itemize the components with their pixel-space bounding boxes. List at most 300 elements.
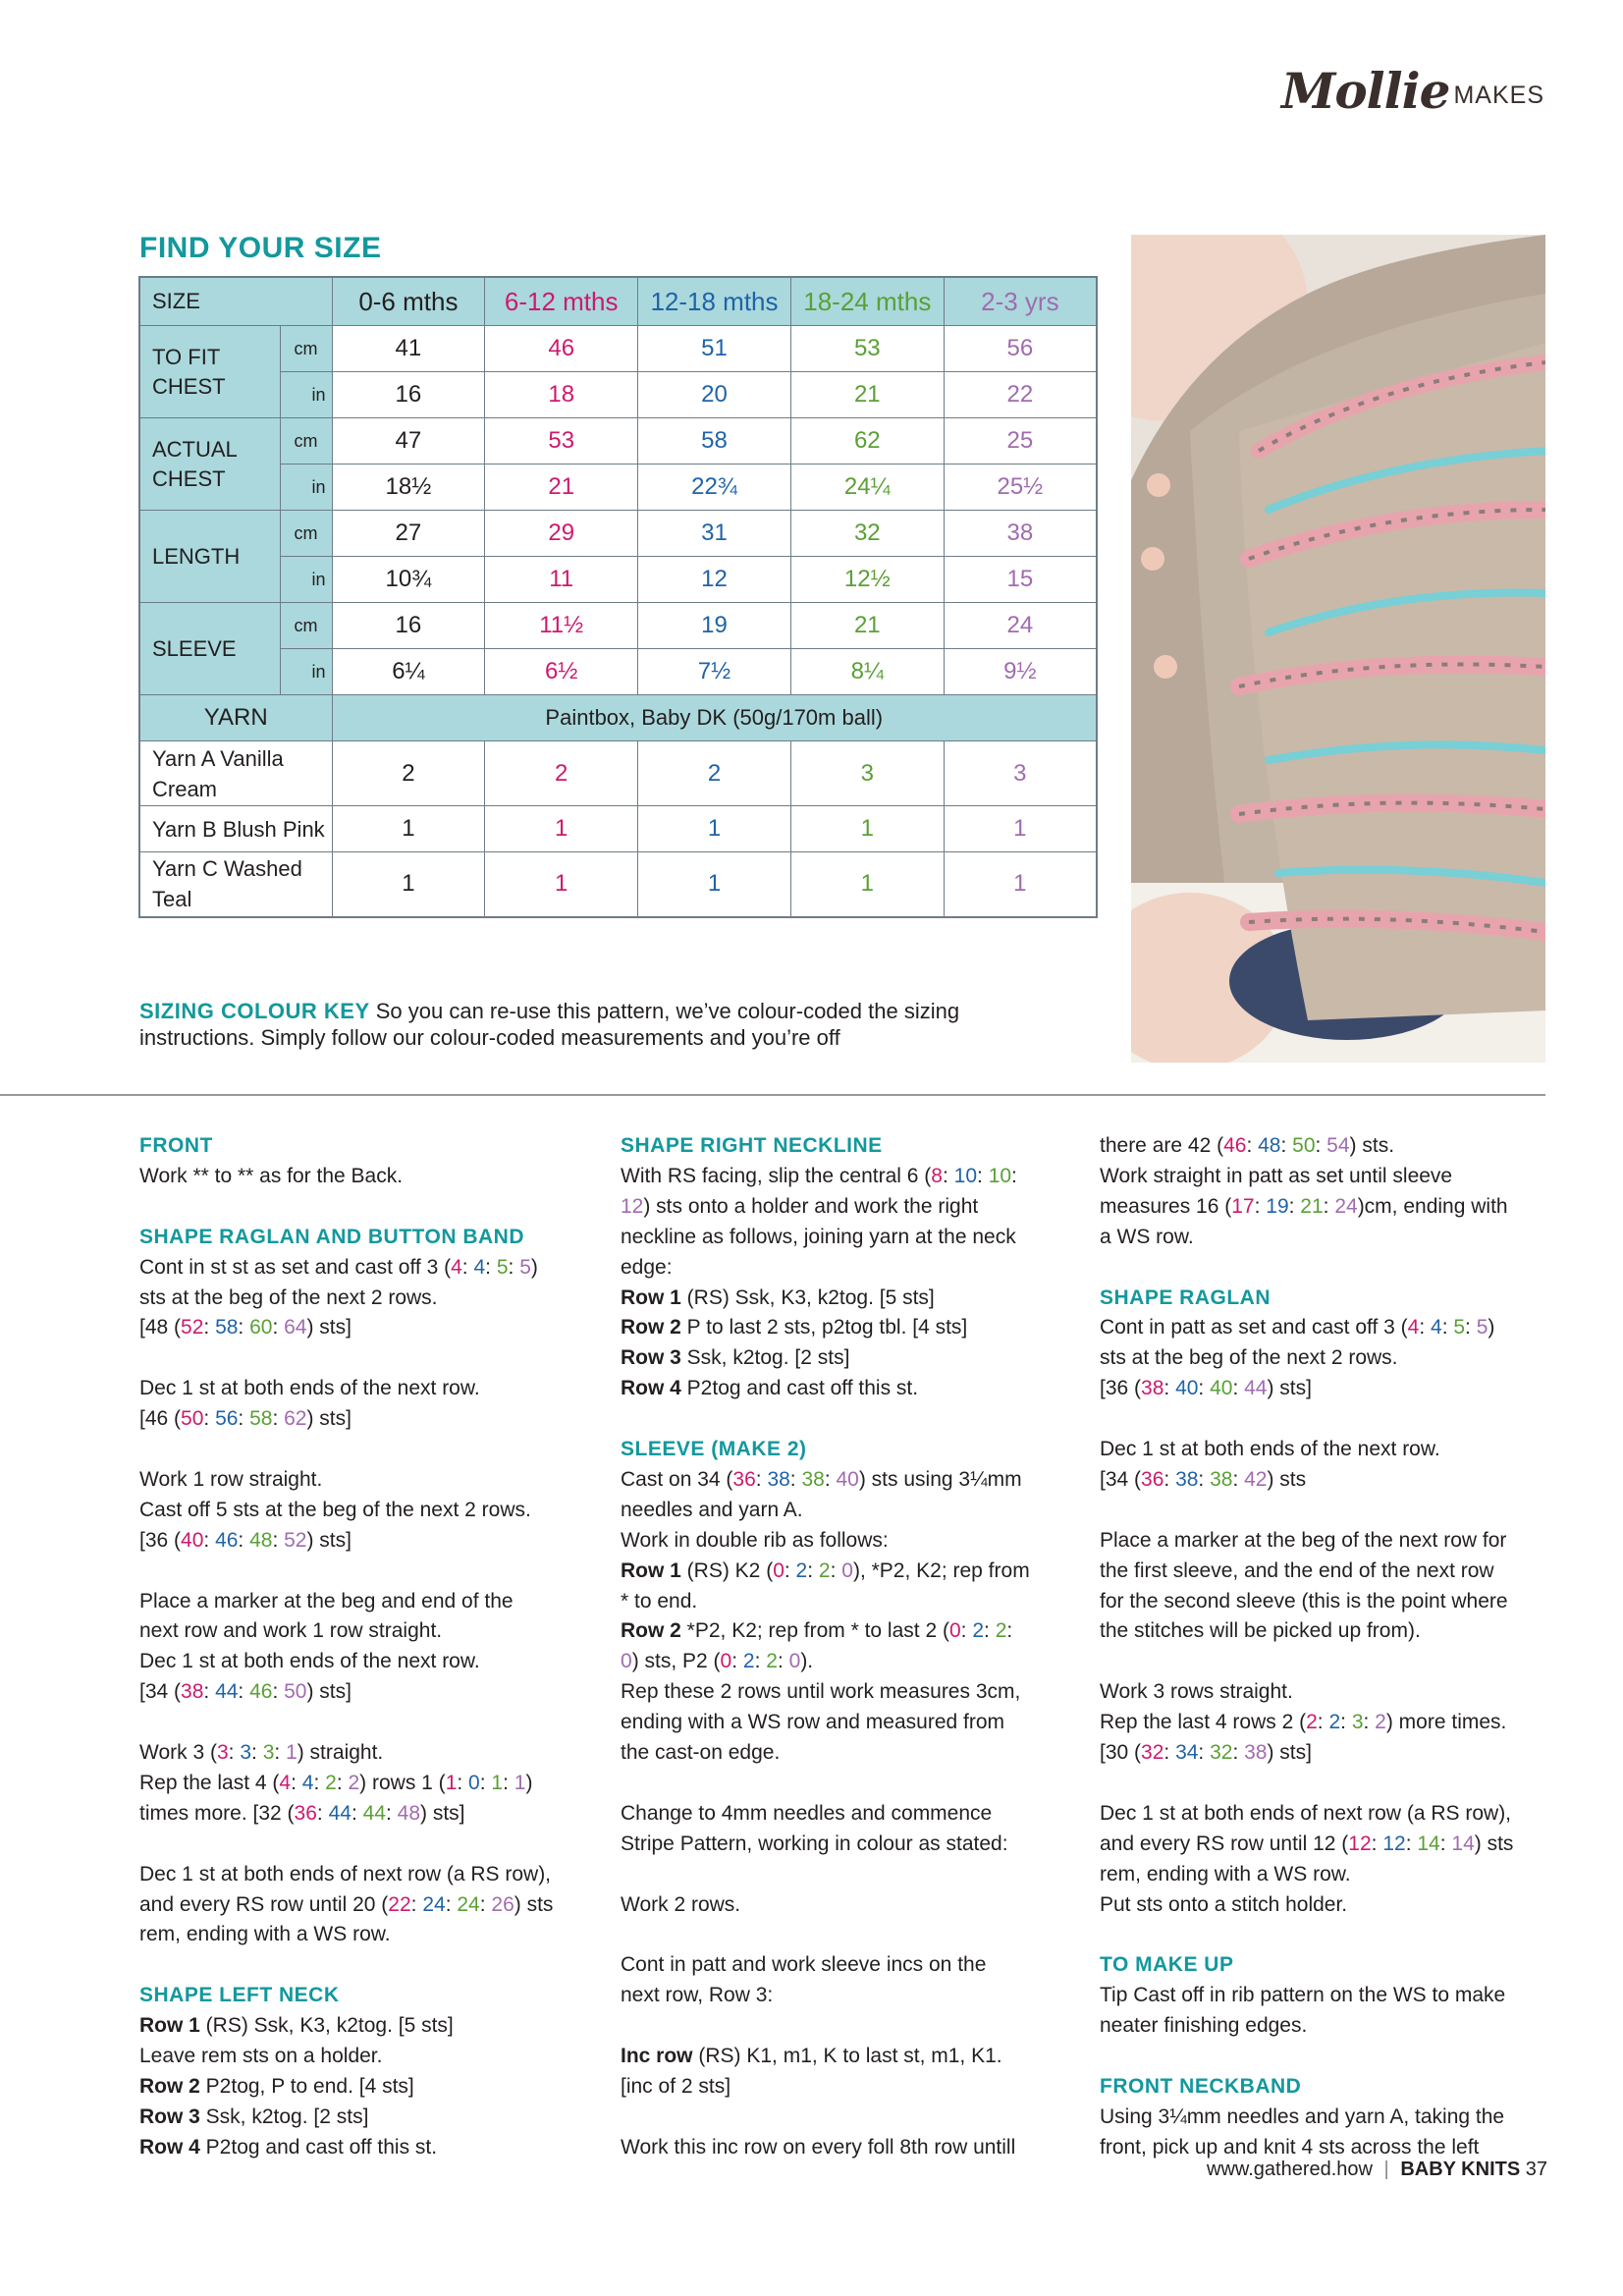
instruction-line <box>621 1223 1030 1253</box>
text-segment: : <box>351 1801 363 1825</box>
text-segment: : <box>1340 1711 1352 1734</box>
instruction-line <box>139 1769 553 1799</box>
size-value: 14 <box>1451 1831 1475 1855</box>
unit-label: in <box>280 649 332 695</box>
text-segment: ) straight. <box>297 1741 384 1765</box>
size-value: 46 <box>1223 1134 1247 1157</box>
row-label: Row 2 <box>621 1619 681 1643</box>
size-value: 52 <box>181 1316 204 1339</box>
text-segment: Tip Cast off in rib pattern on the WS to make <box>1100 1984 1506 2007</box>
size-value: 12 <box>621 1194 644 1218</box>
text-segment: : <box>960 1619 973 1643</box>
size-value: 4 <box>279 1771 292 1794</box>
text-segment: Leave rem sts on a holder. <box>139 2045 383 2068</box>
text-segment: Rep these 2 rows until work measures 3cm, <box>621 1680 1021 1704</box>
text-segment: ) sts] <box>1267 1741 1312 1765</box>
size-table <box>138 276 1098 918</box>
text-segment: ) sts, P2 ( <box>631 1650 721 1673</box>
blank-line <box>139 1830 553 1860</box>
size-value: 44 <box>215 1680 239 1704</box>
text-segment: and every RS row until 20 ( <box>139 1892 389 1916</box>
yarn-name: Yarn B Blush Pink <box>139 806 332 852</box>
measure-value: 46 <box>485 326 638 372</box>
text-segment: Rep the last 4 rows 2 ( <box>1100 1711 1307 1734</box>
instruction-line <box>139 2103 553 2133</box>
row-label: Inc row <box>621 2045 693 2068</box>
measure-value: 27 <box>332 511 485 557</box>
size-value: 56 <box>215 1407 239 1431</box>
measure-value: 51 <box>638 326 791 372</box>
text-segment: times more. [32 ( <box>139 1801 295 1825</box>
size-value: 54 <box>1326 1134 1350 1157</box>
text-segment: Using 3¼mm needles and yarn A, taking the <box>1100 2105 1505 2128</box>
text-segment: ), *P2, K2; rep from <box>852 1558 1030 1582</box>
text-segment: Dec 1 st at both ends of next row (a RS row), <box>139 1862 552 1886</box>
mollie-makes-logo <box>1280 62 1544 120</box>
instruction-line <box>621 1374 1030 1404</box>
unit-label: cm <box>280 511 332 557</box>
text-segment: there are 42 ( <box>1100 1134 1224 1157</box>
measure-value: 21 <box>485 465 638 511</box>
text-segment: : <box>1163 1467 1176 1491</box>
size-value: 4 <box>451 1255 462 1279</box>
size-value: 3 <box>240 1741 252 1765</box>
yarn-quantity: 1 <box>332 852 485 917</box>
size-value: 32 <box>1210 1741 1233 1765</box>
blank-line <box>139 1343 553 1374</box>
text-segment: the first sleeve, and the end of the next row <box>1100 1558 1494 1582</box>
row-label: Row 3 <box>621 1346 681 1370</box>
measure-value: 58 <box>638 418 791 465</box>
text-segment: : <box>1465 1316 1477 1339</box>
text-segment: [34 ( <box>139 1680 182 1704</box>
size-value: 10 <box>953 1164 978 1187</box>
text-segment: : <box>203 1316 216 1339</box>
measure-value: 18 <box>485 372 638 418</box>
text-segment: measures 16 ( <box>1100 1194 1232 1218</box>
size-value: 0 <box>468 1771 480 1794</box>
text-segment: ) <box>1488 1316 1495 1339</box>
text-segment: neater finishing edges. <box>1100 2014 1308 2038</box>
size-value: 36 <box>294 1801 317 1825</box>
size-value: 38 <box>1210 1467 1233 1491</box>
instruction-line <box>621 1284 1030 1314</box>
measure-value: 12 <box>638 557 791 603</box>
text-segment: a WS row. <box>1100 1225 1194 1248</box>
text-segment: : <box>1163 1377 1176 1400</box>
text-segment: sts at the beg of the next 2 rows. <box>139 1285 438 1309</box>
text-segment: [36 ( <box>1100 1377 1142 1400</box>
text-segment: Ssk, k2tog. [2 sts] <box>680 1346 850 1370</box>
measure-value: 38 <box>944 511 1097 557</box>
instruction-line <box>139 1162 553 1192</box>
row-label: Row 1 <box>621 1285 681 1309</box>
size-value: 48 <box>1258 1134 1281 1157</box>
size-value: 0 <box>773 1558 784 1582</box>
text-segment: *P2, K2; rep from * to last 2 ( <box>680 1619 949 1643</box>
measure-label: TO FIT CHEST <box>139 326 280 418</box>
size-value: 22 <box>388 1892 411 1916</box>
yarn-quantity: 1 <box>790 806 944 852</box>
size-value: 38 <box>801 1467 825 1491</box>
instruction-line <box>621 1343 1030 1374</box>
size-value: 5 <box>519 1255 531 1279</box>
text-segment: ) sts] <box>420 1801 465 1825</box>
text-segment: : <box>238 1316 250 1339</box>
text-segment: ) sts] <box>306 1316 352 1339</box>
text-segment: (RS) Ssk, K3, k2tog. [5 sts] <box>199 2014 454 2038</box>
instruction-line <box>621 1557 1030 1587</box>
text-segment: ) sts. <box>1349 1134 1395 1157</box>
instruction-line <box>621 1496 1030 1526</box>
text-segment: rem, ending with a WS row. <box>139 1923 391 1946</box>
measure-value: 9½ <box>944 649 1097 695</box>
section-heading: SHAPE RAGLAN <box>1100 1285 1271 1309</box>
text-segment: [36 ( <box>139 1528 182 1552</box>
instruction-line <box>621 1192 1030 1223</box>
section-divider <box>0 1094 1545 1096</box>
measure-value: 16 <box>332 372 485 418</box>
measure-value: 11 <box>485 557 638 603</box>
text-segment: : <box>203 1407 216 1431</box>
size-value: 1 <box>514 1771 526 1794</box>
size-value: 8 <box>931 1164 943 1187</box>
measure-value: 25 <box>944 418 1097 465</box>
instruction-line <box>1100 1343 1513 1374</box>
page-footer <box>1207 2159 1547 2181</box>
size-value: 40 <box>1175 1377 1199 1400</box>
size-heading: 18-24 mths <box>790 277 944 326</box>
text-segment: P2tog and cast off this st. <box>199 2135 438 2159</box>
size-value: 32 <box>1141 1741 1164 1765</box>
text-segment: : <box>508 1255 520 1279</box>
measure-value: 20 <box>638 372 791 418</box>
size-header-row <box>139 277 1097 326</box>
size-value: 2 <box>795 1558 808 1582</box>
text-segment: : <box>272 1407 285 1431</box>
text-segment: Work 1 row straight. <box>139 1467 323 1491</box>
instruction-line <box>139 1374 553 1404</box>
yarn-quantity: 3 <box>944 741 1097 806</box>
instruction-line <box>139 1253 553 1284</box>
sizing-colour-key <box>139 998 1053 1051</box>
text-segment: : <box>942 1164 954 1187</box>
measure-value: 11½ <box>485 603 638 649</box>
text-segment: Dec 1 st at both ends of the next row. <box>139 1650 480 1673</box>
text-segment: : <box>755 1467 768 1491</box>
unit-label: in <box>280 557 332 603</box>
measure-value: 22¾ <box>638 465 791 511</box>
size-value: 40 <box>181 1528 204 1552</box>
instruction-line <box>1100 1374 1513 1404</box>
measure-value: 56 <box>944 326 1097 372</box>
size-value: 2 <box>818 1558 831 1582</box>
text-segment: edge: <box>621 1255 673 1279</box>
text-segment: (RS) K2 ( <box>680 1558 774 1582</box>
instruction-line <box>1100 1131 1513 1162</box>
size-value: 38 <box>181 1680 204 1704</box>
size-value: 2 <box>766 1650 778 1673</box>
size-value: 44 <box>328 1801 352 1825</box>
blank-line <box>139 1708 553 1738</box>
size-value: 50 <box>1292 1134 1316 1157</box>
text-segment: : <box>251 1741 263 1765</box>
text-segment: : <box>316 1801 329 1825</box>
text-segment: : <box>1198 1467 1211 1491</box>
page-title: FIND YOUR SIZE <box>139 232 382 264</box>
blank-line <box>1100 1920 1513 1950</box>
blank-line <box>621 1404 1030 1435</box>
instruction-line <box>621 1799 1030 1830</box>
text-segment: : <box>784 1558 796 1582</box>
instruction-line <box>1100 1313 1513 1343</box>
instruction-line <box>139 1647 553 1677</box>
measure-value: 8¼ <box>790 649 944 695</box>
measure-row <box>139 557 1097 603</box>
size-value: 4 <box>473 1255 486 1279</box>
measure-row <box>139 603 1097 649</box>
text-segment: * to end. <box>621 1589 698 1613</box>
text-segment: : <box>485 1255 497 1279</box>
measure-value: 16 <box>332 603 485 649</box>
instruction-line <box>139 1799 553 1830</box>
text-segment: : <box>272 1528 285 1552</box>
text-segment: Work this inc row on every foll 8th row untill <box>621 2135 1016 2159</box>
size-value: 46 <box>215 1528 239 1552</box>
text-segment: : <box>1441 1316 1454 1339</box>
instruction-line <box>139 1738 553 1769</box>
instruction-line <box>139 1284 553 1314</box>
text-segment: : <box>274 1741 287 1765</box>
section-heading: FRONT NECKBAND <box>1100 2074 1302 2098</box>
blank-line <box>621 2103 1030 2133</box>
instruction-line <box>1100 1162 1513 1192</box>
measure-row <box>139 465 1097 511</box>
measure-value: 21 <box>790 372 944 418</box>
blank-line <box>1100 1404 1513 1435</box>
text-segment: P2tog, P to end. [4 sts] <box>199 2074 414 2098</box>
text-segment: : <box>1315 1134 1327 1157</box>
measure-value: 47 <box>332 418 485 465</box>
cardigan-sleeve-photo <box>1131 235 1545 1063</box>
size-value: 52 <box>284 1528 307 1552</box>
instruction-line <box>139 1587 553 1617</box>
text-segment: : <box>1439 1831 1452 1855</box>
size-heading: 0-6 mths <box>332 277 485 326</box>
instruction-line <box>1100 1677 1513 1708</box>
text-segment: rem, ending with a WS row. <box>1100 1862 1351 1886</box>
text-segment: Change to 4mm needles and commence <box>621 1801 993 1825</box>
key-heading: SIZING COLOUR KEY <box>139 999 370 1023</box>
text-segment: Cast on 34 ( <box>621 1467 733 1491</box>
blank-line <box>1100 1253 1513 1284</box>
text-segment: : <box>228 1741 241 1765</box>
measure-row <box>139 418 1097 465</box>
size-value: 38 <box>1175 1467 1199 1491</box>
size-value: 58 <box>215 1316 239 1339</box>
instruction-line <box>1100 2103 1513 2133</box>
text-segment: : <box>1232 1467 1245 1491</box>
text-segment: Dec 1 st at both ends of the next row. <box>139 1377 480 1400</box>
text-segment: : <box>1198 1741 1211 1765</box>
text-segment: [30 ( <box>1100 1741 1142 1765</box>
measure-value: 32 <box>790 511 944 557</box>
size-value: 14 <box>1417 1831 1440 1855</box>
text-segment: : <box>336 1771 349 1794</box>
text-segment: sts at the beg of the next 2 rows. <box>1100 1346 1398 1370</box>
measure-value: 21 <box>790 603 944 649</box>
instruction-line <box>139 2011 553 2042</box>
size-heading: 12-18 mths <box>638 277 791 326</box>
text-segment: ) sts] <box>306 1407 352 1431</box>
blank-line <box>1100 2042 1513 2072</box>
yarn-quantity: 2 <box>332 741 485 806</box>
instruction-line <box>1100 1192 1513 1223</box>
instruction-line <box>139 1404 553 1435</box>
text-segment: : <box>457 1771 469 1794</box>
instruction-line <box>139 1860 553 1890</box>
unit-label: in <box>280 372 332 418</box>
instruction-line <box>621 1950 1030 1981</box>
instruction-line <box>139 1526 553 1557</box>
text-segment: Work straight in patt as set until sleeve <box>1100 1164 1453 1187</box>
size-heading: 6-12 mths <box>485 277 638 326</box>
unit-label: in <box>280 465 332 511</box>
section-heading: SHAPE RAGLAN AND BUTTON BAND <box>139 1225 524 1248</box>
row-label: Row 3 <box>139 2105 200 2128</box>
size-value: 5 <box>1453 1316 1466 1339</box>
row-label: Row 2 <box>621 1316 681 1339</box>
unit-label: cm <box>280 326 332 372</box>
text-segment: : <box>1317 1711 1329 1734</box>
text-segment: ) sts <box>1267 1467 1307 1491</box>
text-segment: ) sts onto a holder and work the right <box>643 1194 979 1218</box>
size-value: 1 <box>286 1741 298 1765</box>
measure-value: 53 <box>485 418 638 465</box>
size-value: 44 <box>362 1801 386 1825</box>
size-value: 1 <box>491 1771 504 1794</box>
size-value: 1 <box>445 1771 458 1794</box>
text-segment: the cast-on edge. <box>621 1741 781 1765</box>
instruction-line <box>1100 1981 1513 2011</box>
instruction-line <box>1100 1860 1513 1890</box>
instruction-line <box>1100 1738 1513 1769</box>
text-segment: P2tog and cast off this st. <box>680 1377 919 1400</box>
text-segment: front, pick up and knit 4 sts across the left <box>1100 2135 1480 2159</box>
size-value: 50 <box>181 1407 204 1431</box>
measure-label: ACTUAL CHEST <box>139 418 280 511</box>
text-segment: : <box>410 1892 423 1916</box>
size-value: 2 <box>995 1619 1007 1643</box>
yarn-quantity: 1 <box>944 806 1097 852</box>
yarn-name: Yarn A Vanilla Cream <box>139 741 332 806</box>
size-value: 44 <box>1244 1377 1268 1400</box>
yarn-row <box>139 852 1097 917</box>
measure-value: 25½ <box>944 465 1097 511</box>
instruction-line <box>139 1677 553 1708</box>
column-1 <box>139 1131 553 2163</box>
text-segment: : <box>1232 1377 1245 1400</box>
size-value: 64 <box>284 1316 307 1339</box>
text-segment: (RS) K1, m1, K to last st, m1, K1. <box>692 2045 1002 2068</box>
column-3 <box>1100 1131 1513 2163</box>
measure-value: 22 <box>944 372 1097 418</box>
size-value: 40 <box>1210 1377 1233 1400</box>
text-segment: ) rows 1 ( <box>359 1771 446 1794</box>
size-value: 60 <box>249 1316 273 1339</box>
instruction-line <box>139 1313 553 1343</box>
key-text: So you can re-use this pattern, we’ve colour-coded the sizing instructions. Simply follow our colour-coded measurements and you’re off <box>139 999 960 1050</box>
text-segment: )cm, ending with <box>1357 1194 1508 1218</box>
text-segment: : <box>1232 1741 1245 1765</box>
text-segment: : <box>385 1801 398 1825</box>
yarn-row <box>139 806 1097 852</box>
size-value: 48 <box>249 1528 273 1552</box>
measure-value: 12½ <box>790 557 944 603</box>
size-value: 5 <box>496 1255 509 1279</box>
text-segment: : <box>789 1467 802 1491</box>
text-segment: : <box>984 1619 996 1643</box>
yarn-quantity: 1 <box>790 852 944 917</box>
size-value: 62 <box>284 1407 307 1431</box>
text-segment: needles and yarn A. <box>621 1498 803 1521</box>
size-value: 17 <box>1231 1194 1255 1218</box>
text-segment: : <box>1198 1377 1211 1400</box>
size-value: 36 <box>732 1467 756 1491</box>
yarn-label: YARN <box>139 695 332 741</box>
measure-value: 10¾ <box>332 557 485 603</box>
section-heading: SLEEVE (MAKE 2) <box>621 1438 807 1461</box>
size-value: 38 <box>1244 1741 1268 1765</box>
text-segment: : <box>272 1680 285 1704</box>
row-label: Row 4 <box>621 1377 681 1400</box>
size-value: 0 <box>621 1650 632 1673</box>
instruction-line <box>621 1830 1030 1860</box>
measure-value: 18½ <box>332 465 485 511</box>
text-segment: : <box>445 1892 458 1916</box>
text-segment: Put sts onto a stitch holder. <box>1100 1892 1348 1916</box>
text-segment: Stripe Pattern, working in colour as stated: <box>621 1831 1008 1855</box>
text-segment: ) <box>530 1255 538 1279</box>
instruction-line <box>139 1890 553 1921</box>
text-segment: for the second sleeve (this is the point where <box>1100 1589 1508 1613</box>
text-segment: Cast off 5 sts at the beg of the next 2 rows. <box>139 1498 531 1521</box>
instruction-line <box>1100 1526 1513 1557</box>
size-value: 3 <box>1351 1711 1364 1734</box>
text-segment: ) <box>525 1771 533 1794</box>
yarn-quantity: 1 <box>638 806 791 852</box>
size-value: 42 <box>1244 1467 1268 1491</box>
size-value: 40 <box>836 1467 859 1491</box>
instruction-line <box>139 1920 553 1950</box>
text-segment: : <box>1288 1194 1301 1218</box>
size-value: 0 <box>948 1619 961 1643</box>
size-value: 38 <box>1141 1377 1164 1400</box>
size-value: 3 <box>216 1741 229 1765</box>
text-segment: : <box>1163 1741 1176 1765</box>
yarn-quantity: 1 <box>944 852 1097 917</box>
instruction-line <box>1100 1830 1513 1860</box>
instruction-line <box>621 1313 1030 1343</box>
size-value: 12 <box>1348 1831 1372 1855</box>
yarn-quantity: 2 <box>638 741 791 806</box>
instruction-line <box>1100 1435 1513 1465</box>
section-heading: SHAPE LEFT NECK <box>139 1984 340 2007</box>
text-segment: With RS facing, slip the central 6 ( <box>621 1164 932 1187</box>
text-segment: : <box>461 1255 474 1279</box>
size-value: 0 <box>788 1650 801 1673</box>
text-segment: Ssk, k2tog. [2 sts] <box>199 2105 369 2128</box>
